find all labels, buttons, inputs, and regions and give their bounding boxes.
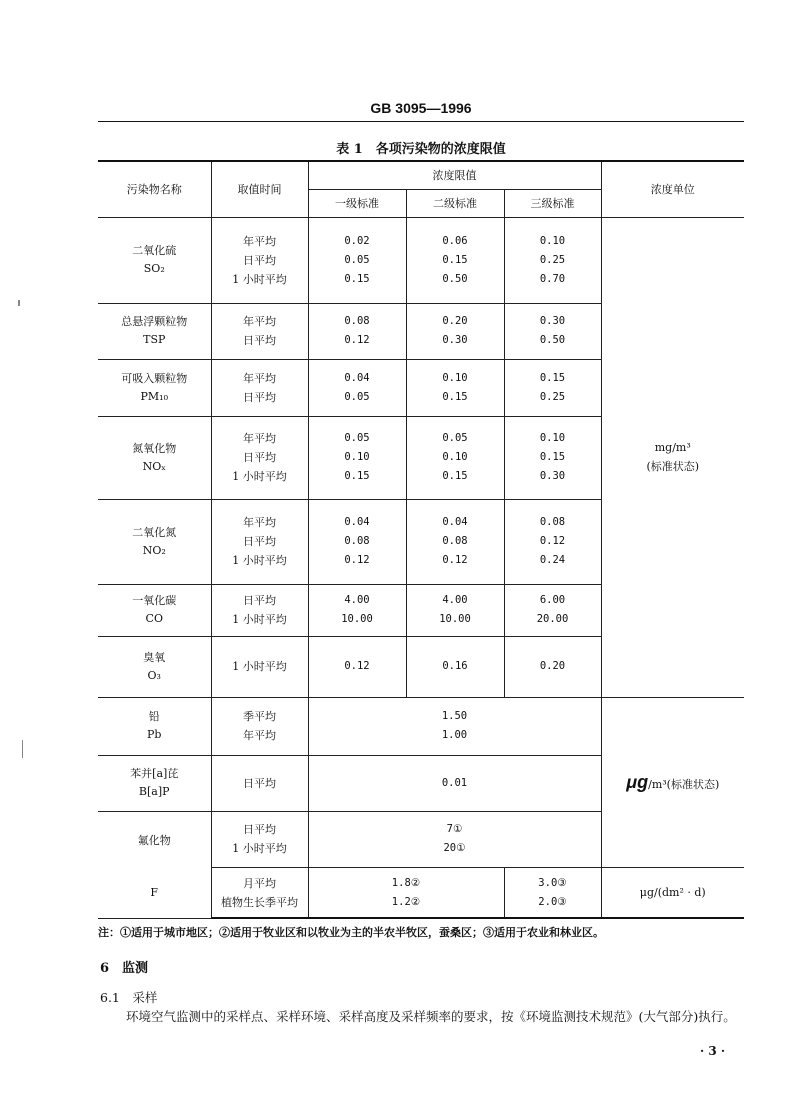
value-cell: 0.04 [344,371,370,384]
value-cell: 0.10 [539,234,566,247]
pollutant-name: 可吸入颗粒物 [121,371,188,385]
value-cell: 0.10 [539,432,566,444]
header-unit: 浓度单位 [601,161,744,217]
value-cell: 0.12 [344,334,370,346]
pollutant-formula: TSP [143,333,166,346]
pollutant-formula: B[a]P [138,785,170,798]
value-cell: 0.50 [442,272,468,285]
pollutant-formula: PM₁₀ [140,389,168,403]
value-cell: 0.20 [442,315,468,327]
value-cell: 0.05 [344,253,370,266]
time-label: 1 小时平均 [232,272,287,286]
pollutant-name: 一氧化碳 [132,594,177,607]
table-row [98,697,744,755]
time-label: 年平均 [243,516,276,529]
value-cell: 0.08 [344,315,370,327]
value-cell: 0.08 [344,535,370,547]
table-title: 表 1 各项污染物的浓度限值 [336,142,506,157]
scan-mark [22,740,23,758]
pollutant-name: 氮氧化物 [132,441,177,455]
unit-fluoride: μg/(dm² · d) [639,886,706,899]
pollutant-formula: NO₂ [142,543,166,557]
header-time: 取值时间 [211,161,308,217]
time-label: 年平均 [243,729,276,742]
time-label: 日平均 [243,594,276,607]
header-grade2: 二级标准 [406,189,504,217]
body-paragraph: 环境空气监测中的采样点、采样环境、采样高度及采样频率的要求，按《环境监测技术规范》(大气部分)执行。 [126,1009,736,1024]
value-cell: 1.00 [441,729,468,741]
value-cell: 0.70 [539,272,566,285]
header-pollutant: 污染物名称 [98,161,211,217]
value-cell: 0.10 [442,371,468,384]
value-cell: 0.02 [344,234,370,247]
unit-ug-cell [601,697,744,868]
value-cell: 6.00 [539,594,566,606]
unit-mg-cell [601,217,744,697]
value-cell: 0.30 [442,334,468,346]
scan-mark [18,300,20,306]
value-cell: 0.50 [539,334,566,346]
value-cell: 4.00 [344,594,370,606]
value-cell: 20.00 [536,613,569,625]
unit-mg-state: (标准状态) [646,460,700,473]
value-cell: 0.15 [442,253,468,266]
value-cell: 0.04 [442,516,468,528]
unit-ug-symbol: μg [626,771,649,792]
time-label: 1 小时平均 [232,660,287,673]
value-cell: 0.15 [539,371,566,384]
value-cell: 0.16 [442,660,468,672]
value-cell: 0.05 [344,432,370,444]
value-cell: 1.8② [391,876,421,889]
value-cell: 7① [446,823,463,836]
pollutant-name: 铅 [148,710,160,723]
value-cell: 0.08 [539,516,566,528]
value-cell: 1.50 [441,710,468,722]
value-cell: 20① [443,842,466,855]
fluoride-name-cell [98,811,211,918]
time-label: 1 小时平均 [232,613,287,626]
value-cell: 0.15 [539,451,566,463]
value-cell: 0.25 [539,390,566,403]
time-label: 1 小时平均 [232,842,287,856]
time-label: 季平均 [243,710,276,723]
value-cell: 0.15 [344,272,370,285]
value-cell: 3.0③ [538,876,567,889]
value-cell: 0.10 [442,451,468,463]
unit-ug-text: /m³(标准状态) [648,777,720,791]
value-cell: 0.15 [442,470,468,482]
value-cell: 0.15 [344,470,370,482]
value-cell: 0.08 [442,535,468,547]
pollutant-name: 二氧化氮 [132,525,177,539]
value-cell: 1.2② [391,895,421,908]
value-cell: 0.12 [442,554,468,566]
pollutant-formula: Pb [147,728,162,741]
value-cell: 0.12 [344,660,370,672]
time-label: 1 小时平均 [232,554,287,567]
time-label: 月平均 [243,876,276,890]
pollutant-name: 总悬浮颗粒物 [121,315,188,328]
standard-code-header: GB 3095—1996 [370,100,472,116]
value-cell: 10.00 [439,613,471,625]
value-cell: 0.06 [442,234,468,247]
value-cell: 0.30 [539,470,566,482]
value-cell: 0.30 [539,315,566,327]
unit-mg: mg/m³ [654,441,691,454]
pollutant-formula: O₃ [147,668,161,682]
pollutant-formula: SO₂ [143,262,165,275]
value-cell: 0.12 [539,535,566,547]
time-label: 日平均 [243,334,276,347]
value-cell: 0.04 [344,516,370,528]
pollutant-formula: F [150,886,159,899]
value-cell: 0.10 [344,451,370,463]
time-label: 植物生长季平均 [221,895,298,909]
header-grade1: 一级标准 [308,189,406,217]
time-label: 年平均 [243,234,276,248]
value-cell: 0.01 [441,776,468,789]
time-label: 日平均 [243,823,276,837]
pollutant-name: 二氧化硫 [132,244,177,257]
table-footnote: 注：①适用于城市地区；②适用于牧业区和以牧业为主的半农半牧区，蚕桑区；③适用于农业和林业区。 [98,926,604,939]
pollutant-name: 臭氧 [143,650,166,664]
value-cell: 0.15 [442,390,468,403]
value-cell: 2.0③ [538,895,567,908]
subsection-heading: 6.1 采样 [100,990,158,1005]
value-cell: 0.20 [539,660,566,672]
table-row [98,217,744,303]
value-cell: 0.24 [539,554,566,566]
time-label: 年平均 [243,432,276,445]
value-cell: 0.05 [344,390,370,403]
pollutant-formula: CO [145,612,163,625]
pollutant-formula: NOₓ [142,459,166,473]
time-label: 日平均 [243,776,276,790]
page-number: · 3 · [700,1044,726,1058]
time-label: 日平均 [243,535,276,548]
header-rule [98,121,744,122]
time-label: 年平均 [243,371,276,385]
time-label: 年平均 [243,315,276,328]
time-label: 日平均 [243,390,276,404]
value-cell: 10.00 [341,613,373,625]
value-cell: 4.00 [442,594,468,606]
value-cell: 0.05 [442,432,468,444]
time-label: 1 小时平均 [232,470,287,483]
header-grade3: 三级标准 [504,189,601,217]
pollutant-name: 苯并[a]芘 [130,767,179,780]
header-limits: 浓度限值 [308,161,601,189]
time-label: 日平均 [243,253,276,267]
concentration-limits-table [98,160,744,919]
section-heading: 6 监测 [100,961,149,976]
value-cell: 0.12 [344,554,370,566]
time-label: 日平均 [243,451,276,464]
value-cell: 0.25 [539,253,566,266]
pollutant-name: 氟化物 [137,833,171,847]
